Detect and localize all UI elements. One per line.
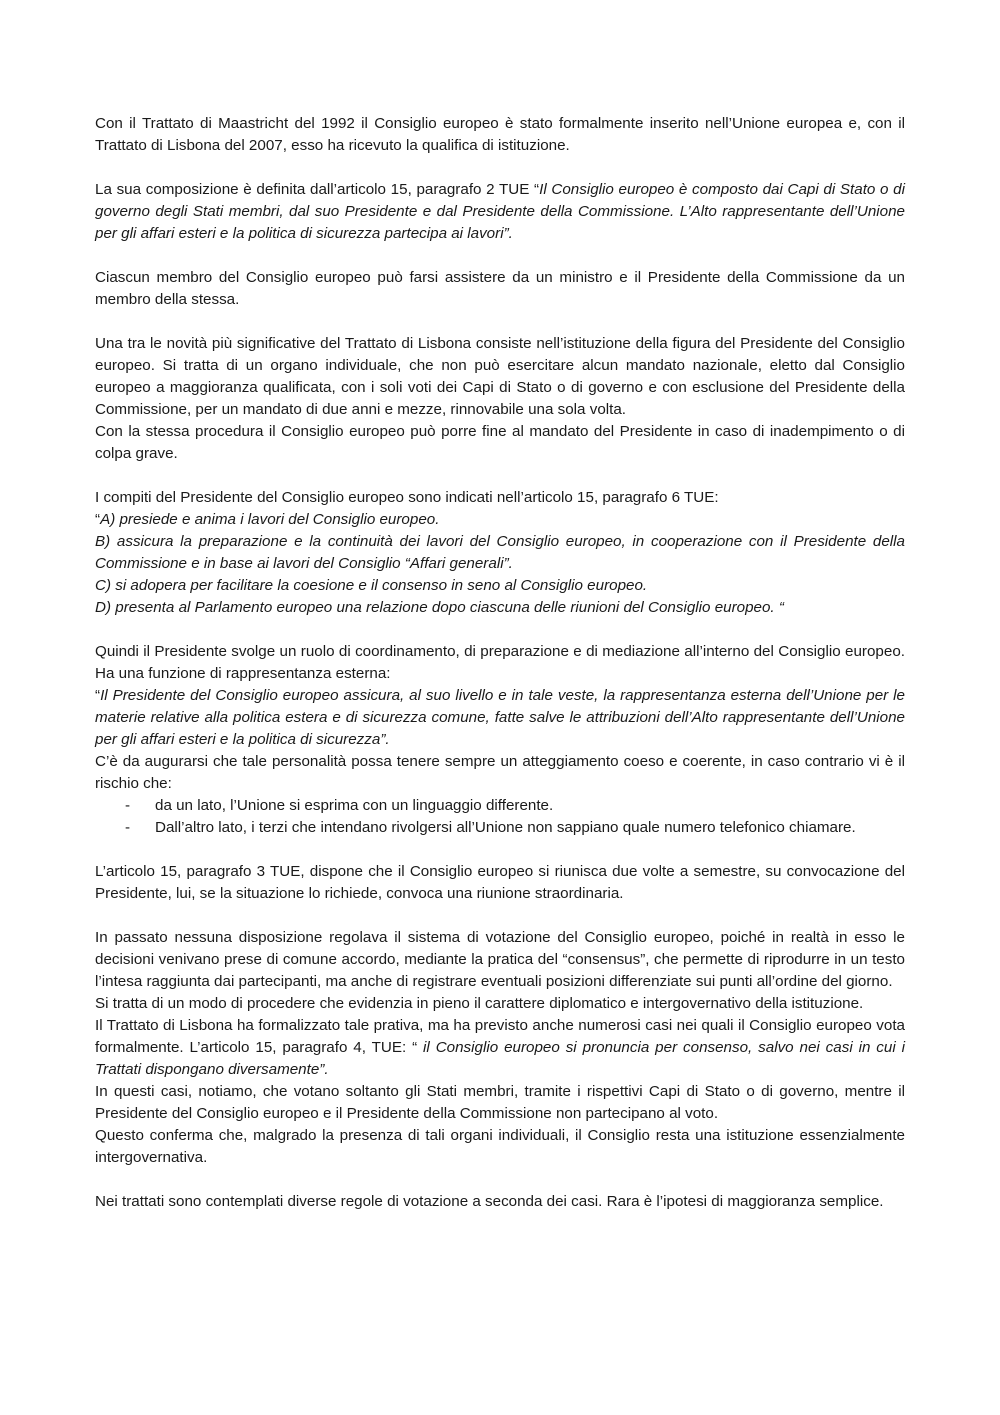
list-item	[125, 795, 905, 817]
task-d	[95, 597, 905, 619]
list-item	[125, 817, 905, 839]
task-b-text: B) assicura la preparazione e la continuità dei lavori del Consiglio europeo, in cooperazione con il Presidente della Commissione e in base ai lavori del Consiglio “Affari generali”.	[95, 533, 905, 572]
paragraph-external-representation	[95, 685, 905, 751]
paragraph-risk: C’è da augurarsi che tale personalità possa tenere sempre un atteggiamento coeso e coerente, in caso contrario vi è il rischio che:	[95, 753, 905, 792]
lisbon-voting-intro: Il Trattato di Lisbona ha formalizzato tale prativa, ma ha previsto anche numerosi casi nei quali il Consiglio europeo vota formalmente. L’articolo 15, paragrafo 4, TUE: “	[95, 1017, 905, 1056]
paragraph-meetings: L’articolo 15, paragrafo 3 TUE, dispone che il Consiglio europeo si riunisca due volte a semestre, su convocazione del Presidente, lui, se la situazione lo richiede, convoca una riunione straordinaria.	[95, 863, 905, 902]
paragraph-assistance: Ciascun membro del Consiglio europeo può farsi assistere da un ministro e il Presidente della Commissione da un membro della stessa.	[95, 269, 905, 308]
paragraph-coordination: Quindi il Presidente svolge un ruolo di coordinamento, di preparazione e di mediazione all’interno del Consiglio europeo. Ha una funzione di rappresentanza esterna:	[95, 643, 905, 682]
paragraph-president-figure: Una tra le novità più significative del Trattato di Lisbona consiste nell’istituzione della figura del Presidente del Consiglio europeo. Si tratta di un organo individuale, che non può esercitare alcun mandato nazionale, eletto dal Consiglio europeo a maggioranza qualificata, con i soli voti dei Capi di Stato o di governo e con esclusione del Presidente della Commissione, per un mandato di due anni e mezze, rinnovabile una sola volta.	[95, 335, 905, 418]
paragraph-maastricht: Con il Trattato di Maastricht del 1992 il Consiglio europeo è stato formalmente inserito nell’Unione europea e, con il Trattato di Lisbona del 2007, esso ha ricevuto la qualifica di istituzione.	[95, 115, 905, 154]
paragraph-diplomatic-character: Si tratta di un modo di procedere che evidenzia in pieno il carattere diplomatico e intergovernativo della istituzione.	[95, 995, 864, 1012]
composition-intro: La sua composizione è definita dall’articolo 15, paragrafo 2 TUE “	[95, 181, 540, 198]
task-c	[95, 575, 905, 597]
paragraph-tasks-intro: I compiti del Presidente del Consiglio europeo sono indicati nell’articolo 15, paragrafo 6 TUE:	[95, 489, 719, 506]
paragraph-lisbon-voting	[95, 1015, 905, 1081]
task-open-quote: “	[95, 511, 101, 528]
composition-quote: Il Consiglio europeo è composto dai Capi di Stato o di governo degli Stati membri, dal suo Presidente e dal Presidente della Commissione. L’Alto rappresentante dell’Unione per gli affari esteri e la politica di sicurezza partecipa ai lavori”.	[95, 181, 905, 242]
dash-marker: -	[125, 819, 131, 836]
representation-quote: Il Presidente del Consiglio europeo assicura, al suo livello e in tale veste, la rappresentanza esterna dell’Unione per le materie relative alla politica estera e di sicurezza comune, fatte salve le attribuzioni dell’Alto rappresentante dell’Unione per gli affari esteri e la politica di sicurezza”.	[95, 687, 905, 748]
paragraph-voting-history: In passato nessuna disposizione regolava il sistema di votazione del Consiglio europeo, poiché in realtà in esso le decisioni venivano prese di comune accordo, mediante la pratica del “consensus”, che permette di riprodurre in un testo l’intesa raggiunta dai partecipanti, ma anche di registrare eventuali posizioni differenziate sui punti all’ordine del giorno.	[95, 929, 905, 990]
list-item-text: da un lato, l’Unione si esprima con un linguaggio differente.	[155, 797, 554, 814]
task-c-text: C) si adopera per facilitare la coesione e il consenso in seno al Consiglio europeo.	[95, 577, 648, 594]
paragraph-composition	[95, 179, 905, 245]
risk-list	[95, 795, 905, 839]
paragraph-termination: Con la stessa procedura il Consiglio europeo può porre fine al mandato del Presidente in caso di inadempimento o di colpa grave.	[95, 423, 905, 462]
task-b	[95, 531, 905, 575]
task-d-text: D) presenta al Parlamento europeo una relazione dopo ciascuna delle riunioni del Consiglio europeo. “	[95, 599, 784, 616]
task-a-text: A) presiede e anima i lavori del Consiglio europeo.	[100, 511, 440, 528]
lisbon-voting-quote: il Consiglio europeo si pronuncia per consenso, salvo nei casi in cui i Trattati dispongano diversamente”.	[95, 1039, 905, 1078]
list-item-text: Dall’altro lato, i terzi che intendano rivolgersi all’Unione non sappiano quale numero telefonico chiamare.	[155, 819, 856, 836]
representation-open-quote: “	[95, 687, 101, 704]
paragraph-member-states-vote: In questi casi, notiamo, che votano soltanto gli Stati membri, tramite i rispettivi Capi di Stato o di governo, mentre il Presidente del Consiglio europeo e il Presidente della Commissione non partecipano al voto.	[95, 1083, 905, 1122]
task-a	[95, 509, 905, 531]
paragraph-intergovernmental: Questo conferma che, malgrado la presenza di tali organi individuali, il Consiglio resta una istituzione essenzialmente intergovernativa.	[95, 1127, 905, 1166]
dash-marker: -	[125, 797, 131, 814]
paragraph-voting-rules: Nei trattati sono contemplati diverse regole di votazione a seconda dei casi. Rara è l’ipotesi di maggioranza semplice.	[95, 1193, 884, 1210]
document-page	[95, 113, 905, 1213]
